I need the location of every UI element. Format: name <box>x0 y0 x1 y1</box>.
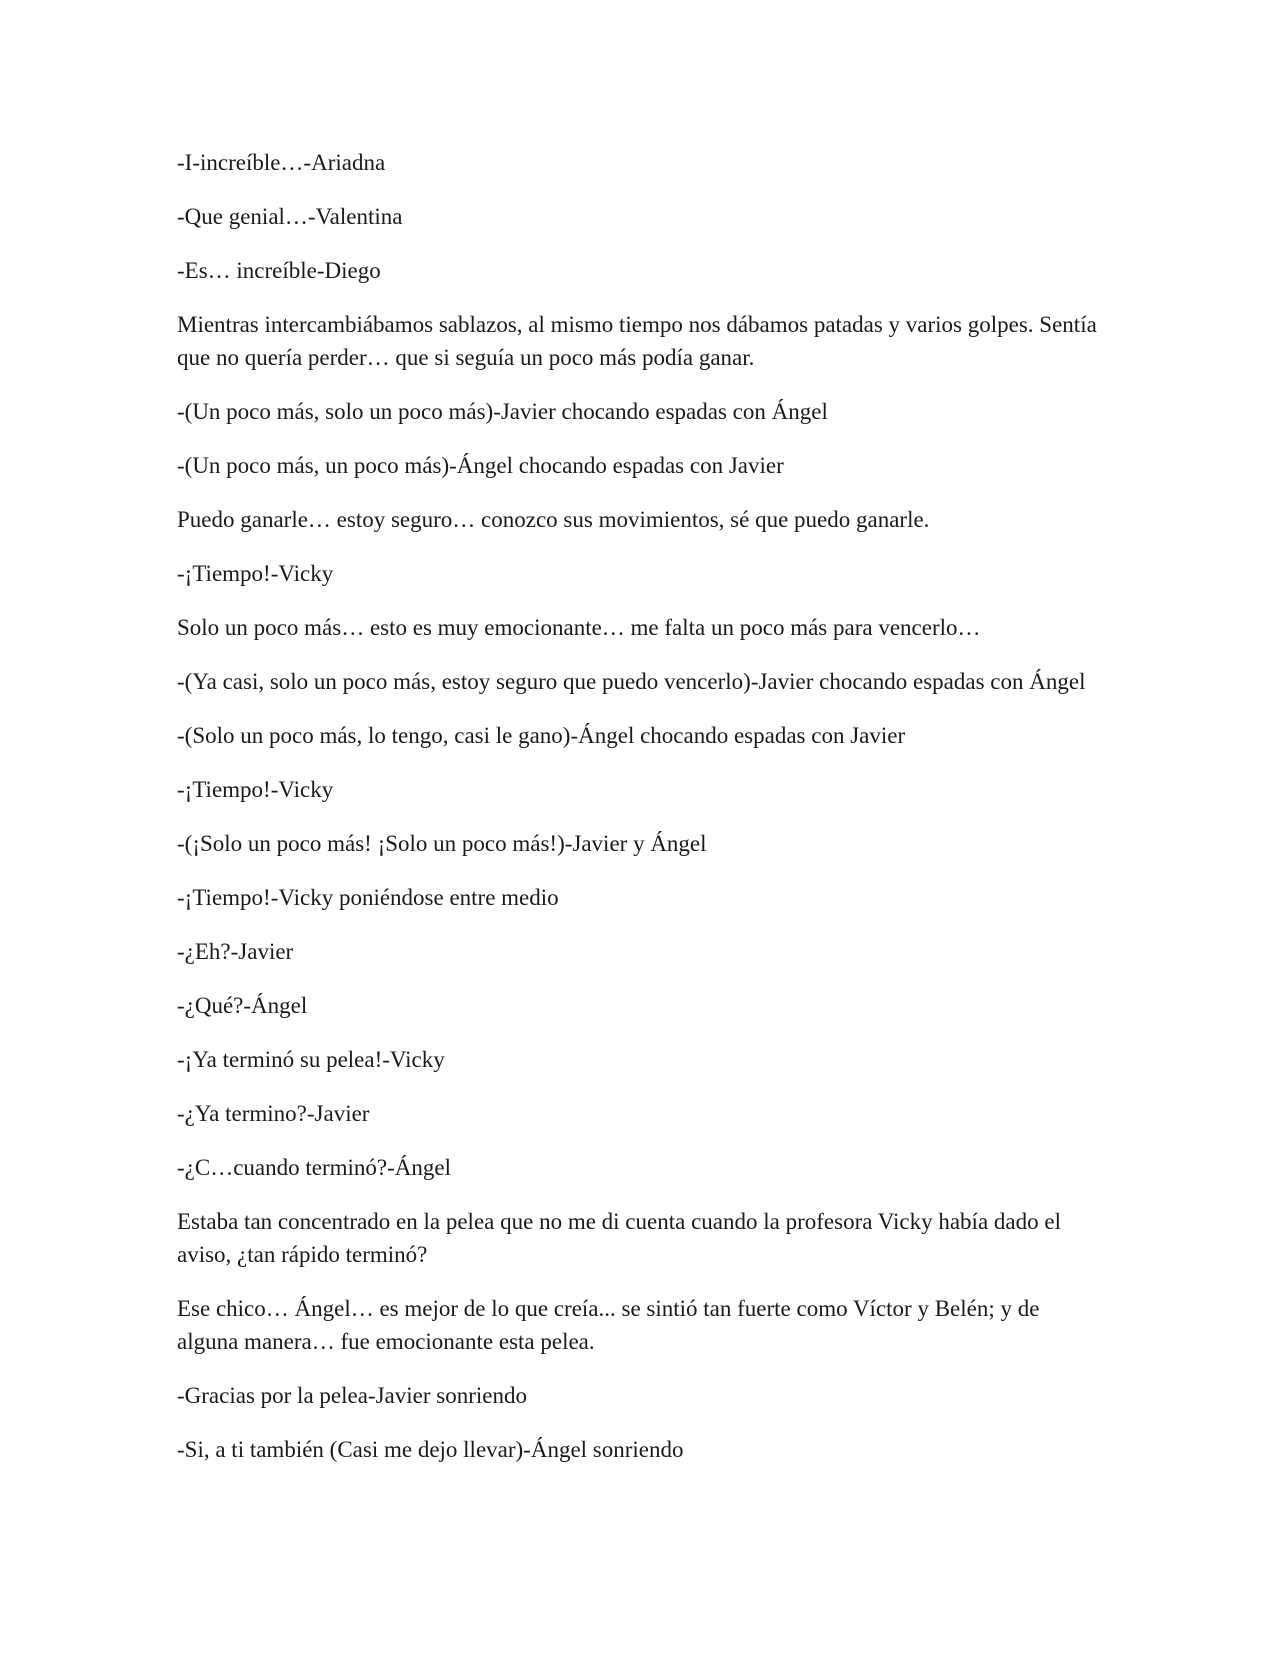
paragraph: -¿C…cuando terminó?-Ángel <box>177 1155 451 1180</box>
paragraph: -Es… increíble-Diego <box>177 258 381 283</box>
paragraph: -(Solo un poco más, lo tengo, casi le gano)-Ángel chocando espadas con Javier <box>177 723 906 748</box>
paragraph: -(Un poco más, solo un poco más)-Javier chocando espadas con Ángel <box>177 399 828 424</box>
paragraph: -(Ya casi, solo un poco más, estoy seguro que puedo vencerlo)-Javier chocando espadas con Ángel <box>177 669 1086 694</box>
paragraph: -Si, a ti también (Casi me dejo llevar)-Ángel sonriendo <box>177 1437 684 1462</box>
paragraph: -¿Eh?-Javier <box>177 939 294 964</box>
paragraph: -I-increíble…-Ariadna <box>177 150 386 175</box>
paragraph: -¿Qué?-Ángel <box>177 993 308 1018</box>
paragraph: -Gracias por la pelea-Javier sonriendo <box>177 1383 527 1408</box>
paragraph: -¡Tiempo!-Vicky poniéndose entre medio <box>177 885 559 910</box>
paragraph: -¿Ya termino?-Javier <box>177 1101 370 1126</box>
paragraph: Estaba tan concentrado en la pelea que no me di cuenta cuando la profesora Vicky había dado el aviso, ¿tan rápido terminó? <box>177 1209 1061 1267</box>
paragraph: -¡Tiempo!-Vicky <box>177 561 334 586</box>
paragraph: -¡Ya terminó su pelea!-Vicky <box>177 1047 445 1072</box>
paragraph: Puedo ganarle… estoy seguro… conozco sus movimientos, sé que puedo ganarle. <box>177 507 930 532</box>
paragraph: Mientras intercambiábamos sablazos, al mismo tiempo nos dábamos patadas y varios golpes. Sentía que no quería perder… que si seguía un poco más podía ganar. <box>177 312 1097 370</box>
paragraph: -(¡Solo un poco más! ¡Solo un poco más!)-Javier y Ángel <box>177 831 707 856</box>
paragraph: Solo un poco más… esto es muy emocionante… me falta un poco más para vencerlo… <box>177 615 981 640</box>
paragraph: -(Un poco más, un poco más)-Ángel chocando espadas con Javier <box>177 453 784 478</box>
paragraph: -Que genial…-Valentina <box>177 204 403 229</box>
paragraph: -¡Tiempo!-Vicky <box>177 777 334 802</box>
paragraph: Ese chico… Ángel… es mejor de lo que creía... se sintió tan fuerte como Víctor y Belén; y de alguna manera… fue emocionante esta pelea. <box>177 1296 1040 1354</box>
document-body <box>177 146 1097 1487</box>
